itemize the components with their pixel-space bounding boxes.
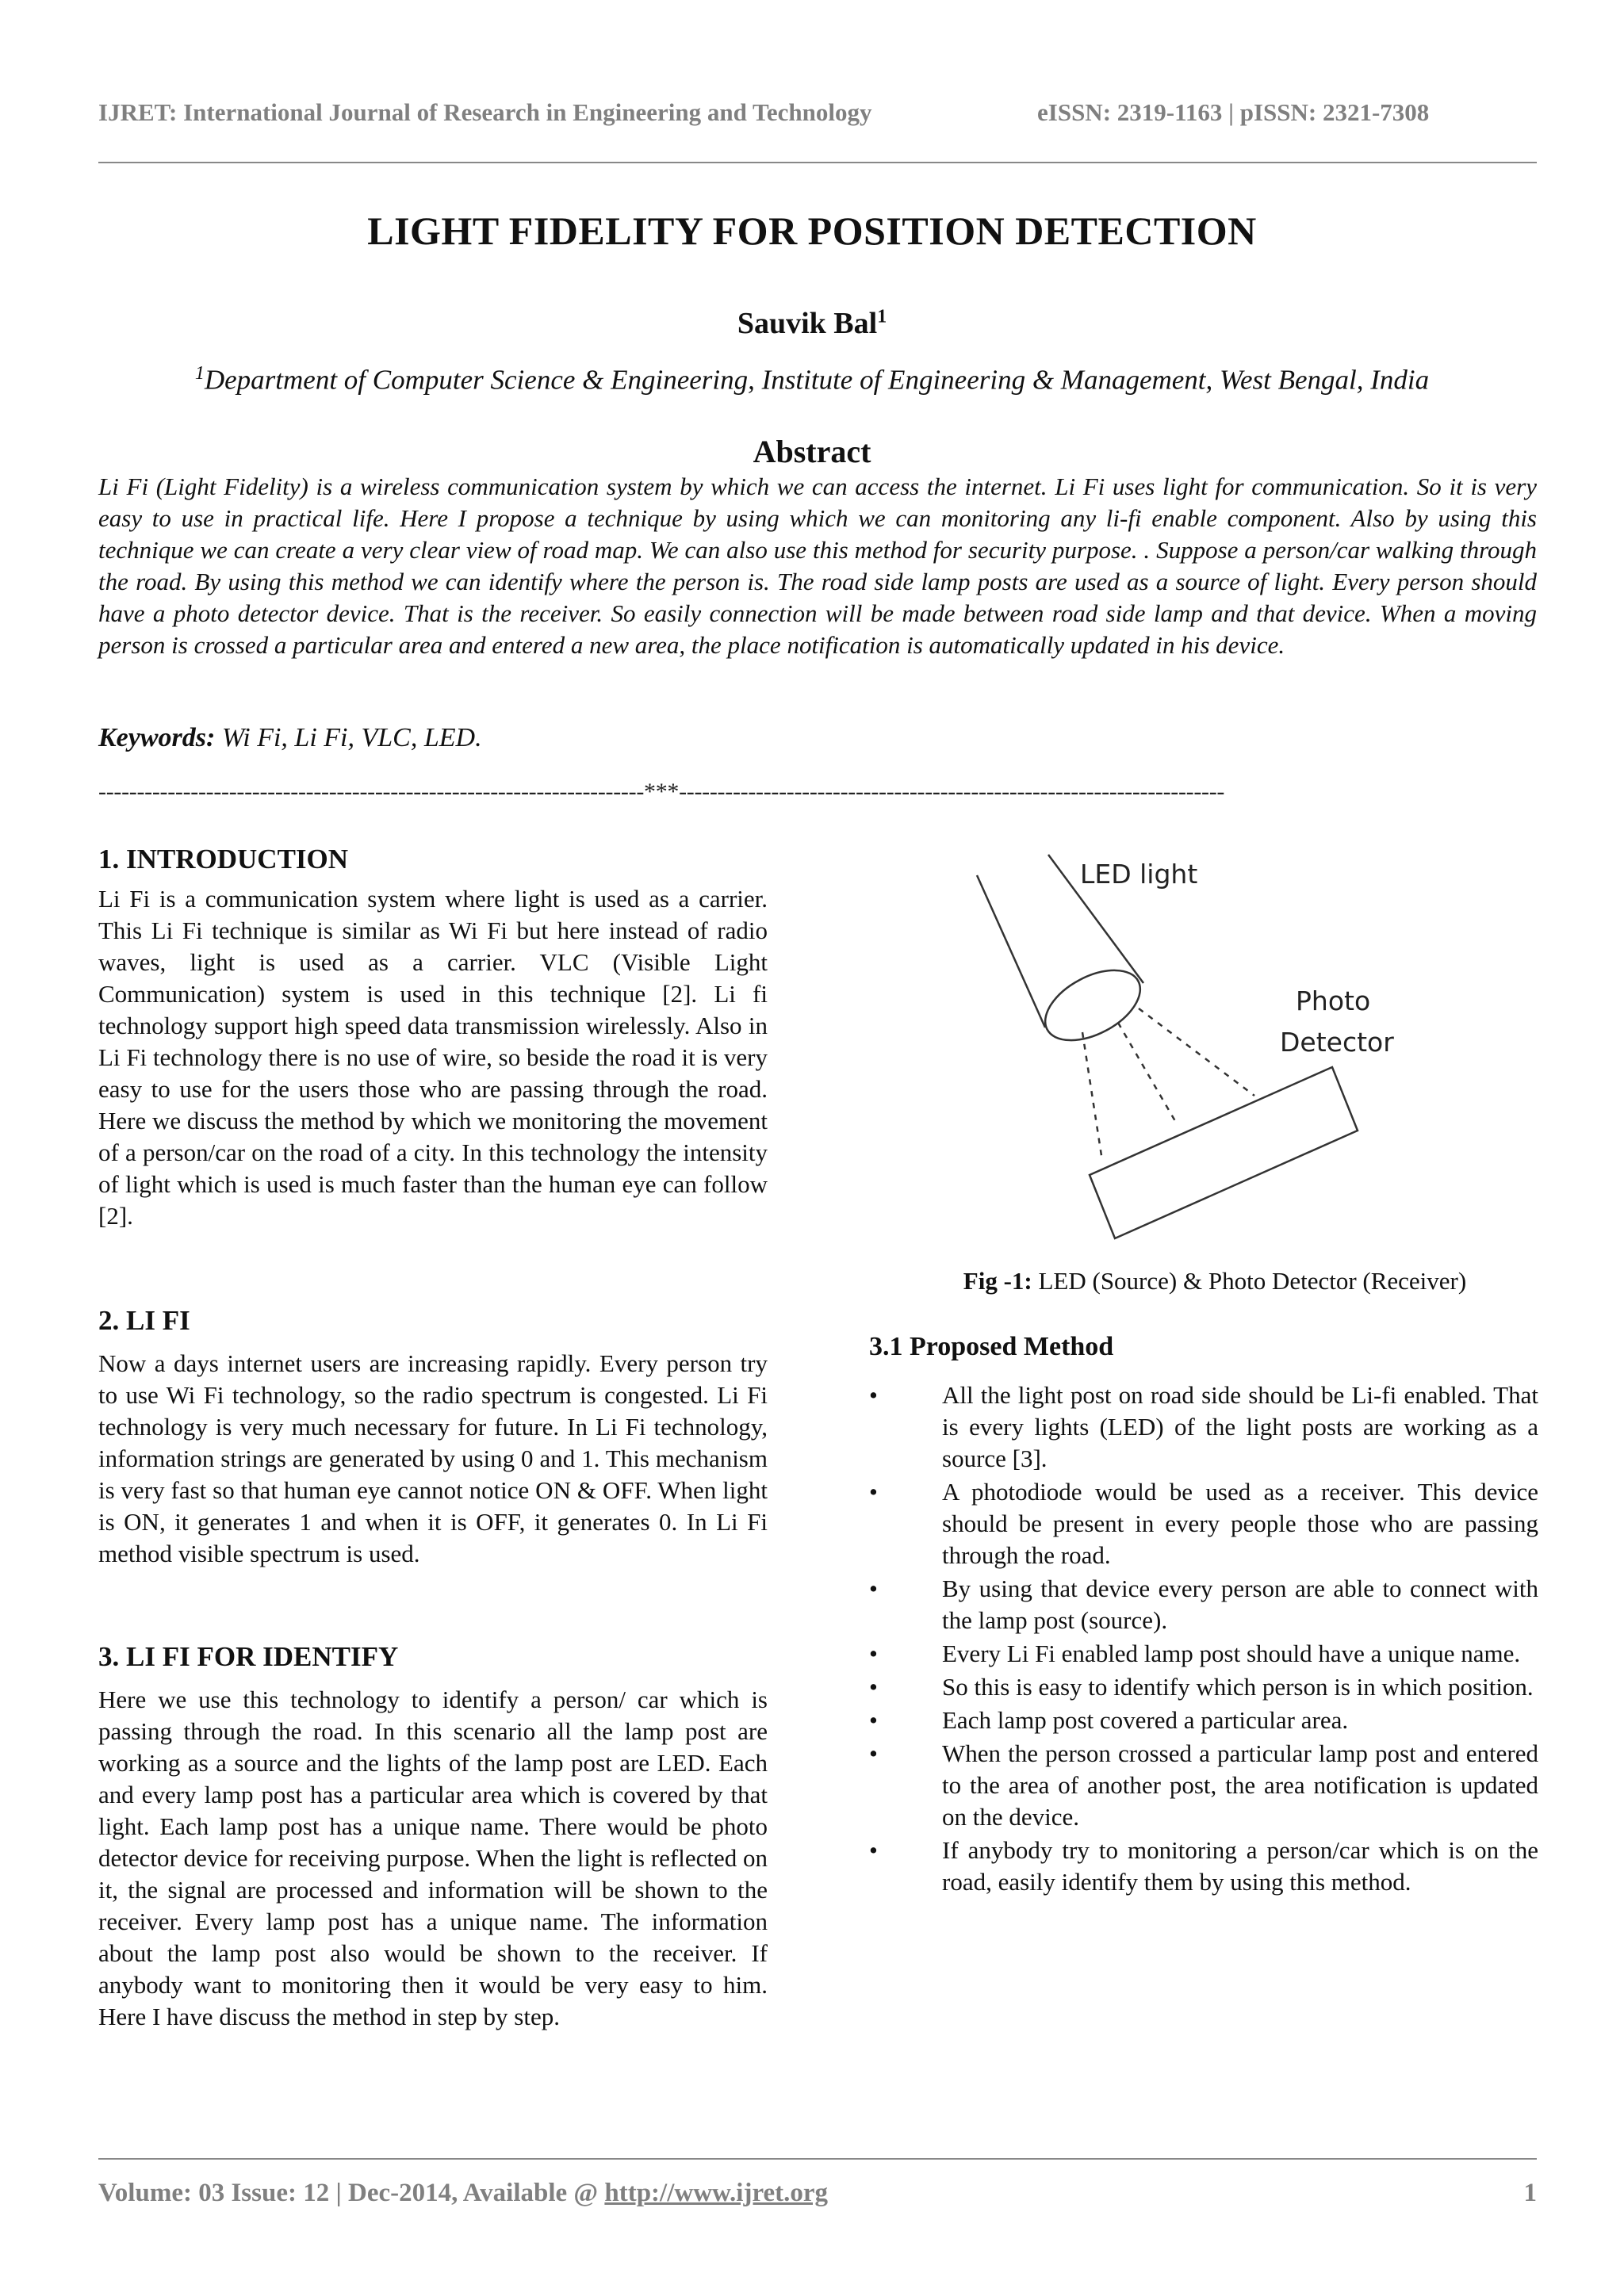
proposed-method-item <box>869 1638 1538 1670</box>
section-divider: -----------------------------------------------------------------------***----------------------------------------------------------------------- <box>98 779 1225 805</box>
intro-text: Li Fi is a communication system where light is used as a carrier. This Li Fi technique is similar as Wi Fi but here instead of radio waves, light is used as a carrier. VLC (Visible Light Communication) system is used in this technique [2]. Li fi technology support high speed data transmission wirelessly. Also in Li Fi technology there is no use of wire, so beside the road it is very easy to use for the users those who are passing through the road. Here we discuss the method by which we monitoring the movement of a person/car on the road of a city. In this technology the intensity of light which is used is much faster than the human eye can follow [2]. <box>98 885 768 1230</box>
affiliation <box>0 363 1624 396</box>
footer-volume: Volume: 03 Issue: 12 | Dec-2014, Available @ <box>98 2179 605 2207</box>
light-ray-2 <box>1118 1023 1175 1121</box>
identify-text: Here we use this technology to identify a person/ car which is passing through the road. In this scenario all the lamp post are working as a source and the lights of the lamp post are LED. Each and every lamp post has a particular area which is covered by that light. Each lamp post has a unique name. There would be photo detector device for receiving purpose. When the light is reflected on it, the signal are processed and information will be shown to the receiver. Every lamp post has a unique name. The information about the lamp post also would be shown to the receiver. If anybody want to monitoring then it would be very easy to him. Here I have discuss the method in step by step. <box>98 1686 768 2030</box>
photo-label: Photo <box>1296 985 1371 1016</box>
keywords-text: Wi Fi, Li Fi, VLC, LED. <box>215 723 482 752</box>
bullet-dot: • <box>869 1575 878 1602</box>
section-introduction <box>98 844 768 1232</box>
header-rule <box>98 162 1537 163</box>
bullet-dot: • <box>869 1673 878 1701</box>
figure-caption-label: Fig -1: <box>963 1267 1032 1295</box>
journal-header <box>98 98 1526 127</box>
proposed-method-item <box>869 1573 1538 1636</box>
proposed-method-item-text: A photodiode would be used as a receiver. This device should be present in every people those who are passing through the road. <box>942 1478 1538 1569</box>
lifi-heading: 2. LI FI <box>98 1305 190 1336</box>
proposed-method-item <box>869 1671 1538 1703</box>
author-name: Sauvik Bal <box>737 307 878 340</box>
proposed-method-item <box>869 1476 1538 1571</box>
page-footer <box>98 2179 1537 2208</box>
proposed-method-item <box>869 1738 1538 1833</box>
lifi-text: Now a days internet users are increasing rapidly. Every person try to use Wi Fi technology, so the radio spectrum is congested. Li Fi technology is very much necessary for future. In Li Fi technology, information strings are generated by using 0 and 1. This mechanism is very fast so that human eye cannot notice ON & OFF. When light is ON, it generates 1 and when it is OFF, it generates 0. In Li Fi method visible spectrum is used. <box>98 1349 768 1567</box>
bullet-dot: • <box>869 1739 878 1767</box>
section-identify <box>98 1641 768 2033</box>
light-ray-1 <box>1082 1032 1102 1161</box>
bullet-dot: • <box>869 1478 878 1506</box>
proposed-method-item <box>869 1835 1538 1898</box>
intro-heading: 1. INTRODUCTION <box>98 844 349 874</box>
proposed-method-item-text: So this is easy to identify which person is in which position. <box>942 1673 1534 1701</box>
figure-caption-text: LED (Source) & Photo Detector (Receiver) <box>1032 1267 1467 1295</box>
proposed-method-item-text: When the person crossed a particular lamp post and entered to the area of another post, the area notification is updated on the device. <box>942 1739 1538 1831</box>
page-number: 1 <box>1523 2179 1537 2207</box>
paper-title: LIGHT FIDELITY FOR POSITION DETECTION <box>367 209 1257 253</box>
abstract-heading: Abstract <box>753 434 871 469</box>
author <box>0 306 1624 341</box>
proposed-method-list <box>869 1380 1538 1900</box>
bullet-dot: • <box>869 1836 878 1864</box>
identify-heading: 3. LI FI FOR IDENTIFY <box>98 1641 399 1672</box>
figure-caption <box>882 1267 1548 1295</box>
bullet-dot: • <box>869 1706 878 1734</box>
proposed-method-item-text: By using that device every person are able to connect with the lamp post (source). <box>942 1575 1538 1634</box>
proposed-method-item-text: Each lamp post covered a particular area. <box>942 1706 1349 1734</box>
proposed-method-item-text: All the light post on road side should be Li-fi enabled. That is every lights (LED) of the light posts are working as a source [3]. <box>942 1381 1538 1472</box>
proposed-method-item-text: If anybody try to monitoring a person/car which is on the road, easily identify them by using this method. <box>942 1836 1538 1896</box>
light-ray-3 <box>1139 1008 1254 1096</box>
bullet-dot: • <box>869 1640 878 1667</box>
journal-link[interactable]: http://www.ijret.org <box>604 2179 829 2207</box>
section-lifi <box>98 1305 768 1570</box>
detector-label: Detector <box>1280 1027 1394 1058</box>
author-sup: 1 <box>877 306 887 327</box>
affiliation-sup: 1 <box>194 363 205 384</box>
proposed-method-heading: 3.1 Proposed Method <box>869 1332 1114 1361</box>
affiliation-text: Department of Computer Science & Engineering, Institute of Engineering & Management, West Bengal, India <box>204 364 1430 396</box>
journal-issn: eISSN: 2319-1163 | pISSN: 2321-7308 <box>1037 98 1430 126</box>
photo-detector-shape <box>1090 1067 1358 1238</box>
led-light-label: LED light <box>1080 859 1198 890</box>
proposed-method-item-text: Every Li Fi enabled lamp post should have a unique name. <box>942 1640 1521 1667</box>
bullet-dot: • <box>869 1381 878 1409</box>
led-cone-left-edge <box>977 875 1045 1027</box>
proposed-method-item <box>869 1705 1538 1736</box>
keywords <box>98 723 482 753</box>
led-detector-figure <box>969 844 1413 1240</box>
abstract-text: Li Fi (Light Fidelity) is a wireless communication system by which we can access the internet. Li Fi uses light for communication. So it is very easy to use in practical life. Here I propose a technique by using which we can monitoring any li-fi enable component. Also by using this technique we can create a very clear view of road map. We can also use this method for security purpose. . Suppose a person/car walking through the road. By using this method we can identify where the person is. The road side lamp posts are used as a source of light. Every person should have a photo detector device. That is the receiver. So easily connection will be made between road side lamp and that device. When a moving person is crossed a particular area and entered a new area, the place notification is automatically updated in his device. <box>98 473 1537 659</box>
footer-rule <box>98 2158 1537 2160</box>
keywords-label: Keywords: <box>98 723 216 752</box>
proposed-method-item <box>869 1380 1538 1475</box>
journal-name: IJRET: International Journal of Research in Engineering and Technology <box>98 98 872 126</box>
